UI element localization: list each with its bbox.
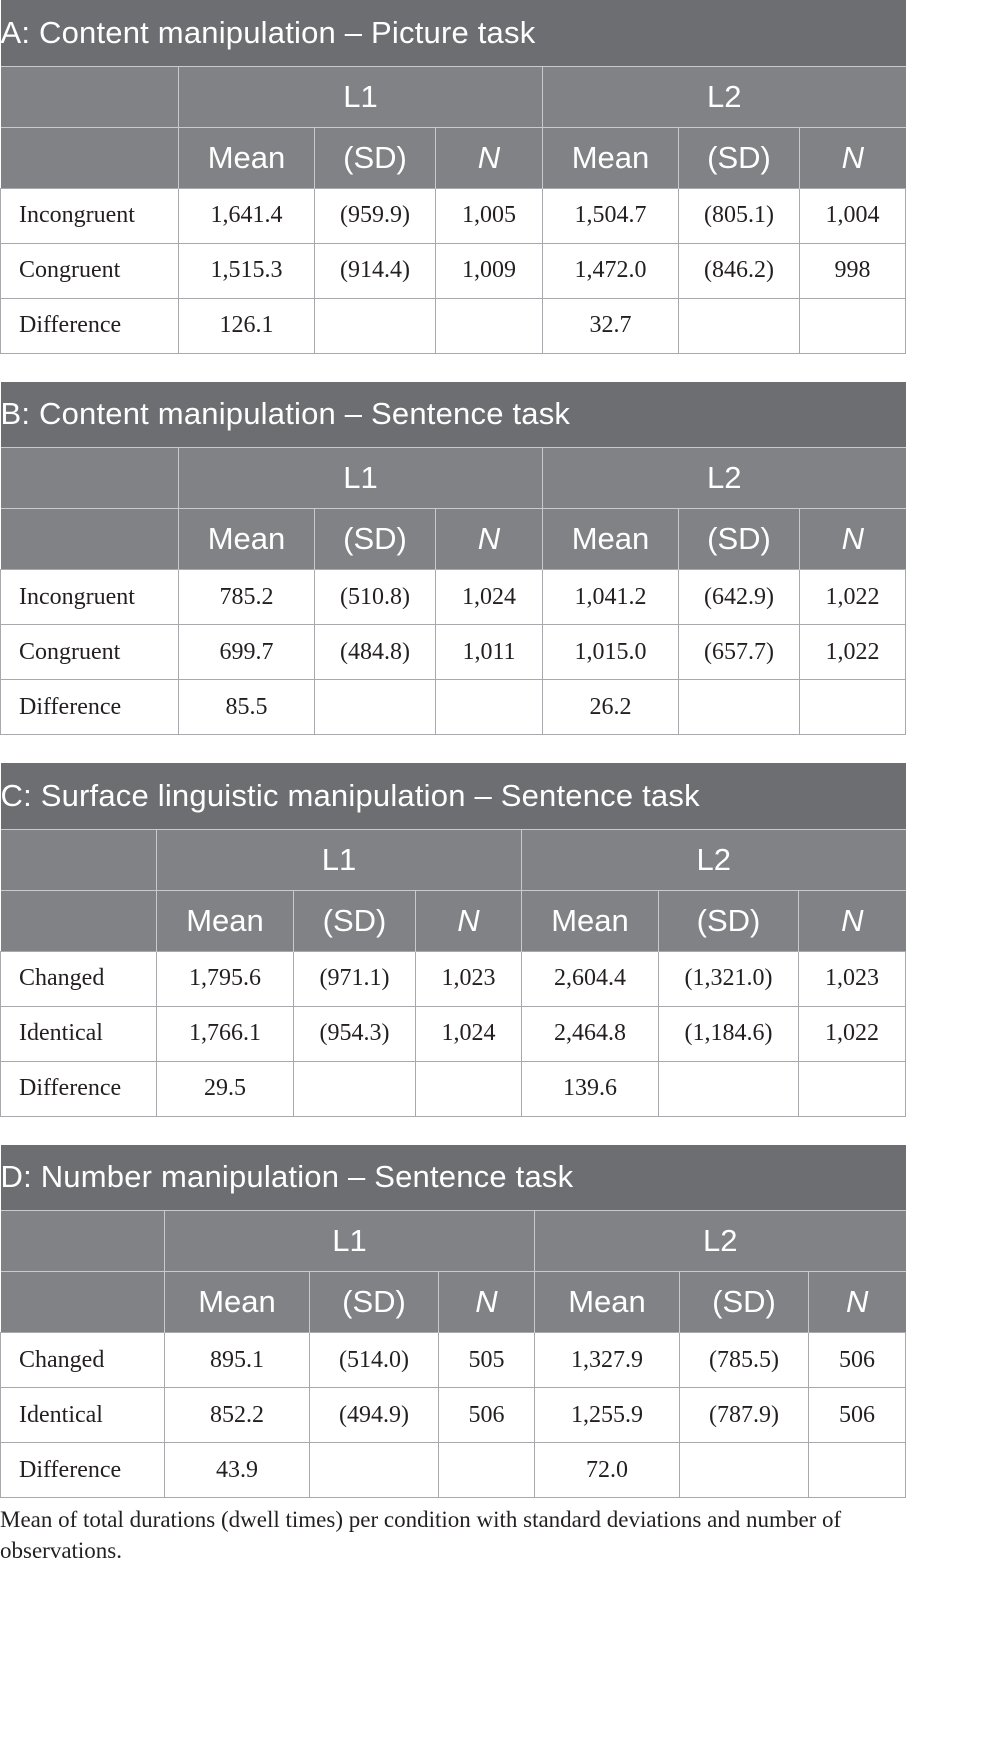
cell-l2-n <box>809 1443 906 1498</box>
cell-l1-mean: 785.2 <box>179 570 315 625</box>
cell-l2-sd <box>680 1443 809 1498</box>
cell-l2-mean: 72.0 <box>535 1443 680 1498</box>
col-header-n: N <box>809 1272 906 1333</box>
row-label: Identical <box>1 1388 165 1443</box>
col-header-sd: (SD) <box>294 890 416 951</box>
table-row <box>1 243 906 298</box>
table-row <box>1 188 906 243</box>
group-header-l2: L2 <box>522 829 906 890</box>
cell-l2-mean: 1,255.9 <box>535 1388 680 1443</box>
row-label: Difference <box>1 298 179 353</box>
cell-l2-sd <box>659 1061 799 1116</box>
cell-l1-sd: (494.9) <box>310 1388 439 1443</box>
cell-l2-sd: (846.2) <box>679 243 800 298</box>
cell-l1-mean: 699.7 <box>179 625 315 680</box>
corner-cell <box>1 890 157 951</box>
cell-l2-mean: 2,464.8 <box>522 1006 659 1061</box>
cell-l1-sd <box>315 680 436 735</box>
table-row <box>1 625 906 680</box>
cell-l1-n <box>436 680 543 735</box>
cell-l1-sd: (959.9) <box>315 188 436 243</box>
cell-l1-mean: 1,641.4 <box>179 188 315 243</box>
col-header-mean: Mean <box>535 1272 680 1333</box>
table-row <box>1 1388 906 1443</box>
group-header-l2: L2 <box>543 448 906 509</box>
group-header-l1: L1 <box>165 1211 535 1272</box>
panel-title: B: Content manipulation – Sentence task <box>1 382 906 448</box>
row-label: Identical <box>1 1006 157 1061</box>
cell-l1-mean: 1,515.3 <box>179 243 315 298</box>
cell-l1-n: 505 <box>439 1333 535 1388</box>
panel-a <box>0 0 905 354</box>
col-header-mean: Mean <box>543 127 679 188</box>
table-row <box>1 1333 906 1388</box>
col-header-n: N <box>800 127 906 188</box>
cell-l2-n: 506 <box>809 1388 906 1443</box>
cell-l1-n: 1,023 <box>416 951 522 1006</box>
cell-l2-n <box>799 1061 906 1116</box>
cell-l2-n: 1,022 <box>800 570 906 625</box>
panel-title: D: Number manipulation – Sentence task <box>1 1145 906 1211</box>
group-header-l1: L1 <box>179 66 543 127</box>
cell-l2-sd: (642.9) <box>679 570 800 625</box>
col-header-sd: (SD) <box>315 509 436 570</box>
cell-l1-n: 1,005 <box>436 188 543 243</box>
cell-l1-mean: 1,795.6 <box>157 951 294 1006</box>
cell-l2-sd: (787.9) <box>680 1388 809 1443</box>
cell-l2-mean: 32.7 <box>543 298 679 353</box>
cell-l2-n: 998 <box>800 243 906 298</box>
cell-l2-n: 1,022 <box>799 1006 906 1061</box>
corner-cell <box>1 509 179 570</box>
col-header-sd: (SD) <box>659 890 799 951</box>
cell-l1-sd: (514.0) <box>310 1333 439 1388</box>
col-header-mean: Mean <box>179 127 315 188</box>
cell-l1-n <box>436 298 543 353</box>
cell-l2-sd: (1,321.0) <box>659 951 799 1006</box>
col-header-n: N <box>416 890 522 951</box>
cell-l1-n: 506 <box>439 1388 535 1443</box>
col-header-sd: (SD) <box>310 1272 439 1333</box>
col-header-sd: (SD) <box>315 127 436 188</box>
cell-l1-n: 1,024 <box>416 1006 522 1061</box>
col-header-mean: Mean <box>179 509 315 570</box>
table-row <box>1 298 906 353</box>
cell-l1-mean: 43.9 <box>165 1443 310 1498</box>
cell-l1-sd <box>294 1061 416 1116</box>
cell-l2-n <box>800 680 906 735</box>
col-header-n: N <box>799 890 906 951</box>
cell-l1-n <box>439 1443 535 1498</box>
row-label: Congruent <box>1 243 179 298</box>
cell-l2-mean: 139.6 <box>522 1061 659 1116</box>
row-label: Incongruent <box>1 188 179 243</box>
cell-l1-n: 1,024 <box>436 570 543 625</box>
col-header-sd: (SD) <box>680 1272 809 1333</box>
cell-l1-sd: (914.4) <box>315 243 436 298</box>
cell-l1-sd: (971.1) <box>294 951 416 1006</box>
cell-l2-n <box>800 298 906 353</box>
cell-l1-mean: 29.5 <box>157 1061 294 1116</box>
row-label: Changed <box>1 951 157 1006</box>
cell-l2-mean: 1,504.7 <box>543 188 679 243</box>
corner-cell <box>1 829 157 890</box>
cell-l2-mean: 26.2 <box>543 680 679 735</box>
cell-l2-sd: (805.1) <box>679 188 800 243</box>
corner-cell <box>1 448 179 509</box>
col-header-n: N <box>800 509 906 570</box>
panel-title: A: Content manipulation – Picture task <box>1 0 906 66</box>
corner-cell <box>1 127 179 188</box>
cell-l2-n: 506 <box>809 1333 906 1388</box>
cell-l2-n: 1,023 <box>799 951 906 1006</box>
cell-l1-mean: 85.5 <box>179 680 315 735</box>
col-header-n: N <box>436 127 543 188</box>
panel-d <box>0 1145 905 1499</box>
col-header-sd: (SD) <box>679 509 800 570</box>
cell-l1-sd: (510.8) <box>315 570 436 625</box>
table-row <box>1 570 906 625</box>
cell-l1-n: 1,009 <box>436 243 543 298</box>
cell-l2-n: 1,004 <box>800 188 906 243</box>
cell-l2-mean: 1,015.0 <box>543 625 679 680</box>
row-label: Incongruent <box>1 570 179 625</box>
group-header-l1: L1 <box>179 448 543 509</box>
cell-l1-sd <box>310 1443 439 1498</box>
row-label: Difference <box>1 680 179 735</box>
row-label: Difference <box>1 1443 165 1498</box>
col-header-sd: (SD) <box>679 127 800 188</box>
cell-l2-sd: (1,184.6) <box>659 1006 799 1061</box>
panel-c <box>0 763 905 1117</box>
cell-l1-mean: 1,766.1 <box>157 1006 294 1061</box>
cell-l2-mean: 1,327.9 <box>535 1333 680 1388</box>
panel-b <box>0 382 905 736</box>
cell-l1-sd: (484.8) <box>315 625 436 680</box>
cell-l2-sd: (785.5) <box>680 1333 809 1388</box>
table-row <box>1 1061 906 1116</box>
corner-cell <box>1 66 179 127</box>
cell-l1-sd <box>315 298 436 353</box>
cell-l1-n <box>416 1061 522 1116</box>
cell-l2-mean: 2,604.4 <box>522 951 659 1006</box>
row-label: Changed <box>1 1333 165 1388</box>
col-header-n: N <box>436 509 543 570</box>
group-header-l1: L1 <box>157 829 522 890</box>
cell-l1-sd: (954.3) <box>294 1006 416 1061</box>
cell-l2-mean: 1,472.0 <box>543 243 679 298</box>
group-header-l2: L2 <box>535 1211 906 1272</box>
col-header-n: N <box>439 1272 535 1333</box>
col-header-mean: Mean <box>157 890 294 951</box>
table-row <box>1 1006 906 1061</box>
cell-l2-n: 1,022 <box>800 625 906 680</box>
corner-cell <box>1 1211 165 1272</box>
cell-l1-mean: 852.2 <box>165 1388 310 1443</box>
group-header-l2: L2 <box>543 66 906 127</box>
col-header-mean: Mean <box>522 890 659 951</box>
table-footnote: Mean of total durations (dwell times) per condition with standard deviations and number of observations. <box>0 1507 842 1563</box>
cell-l1-mean: 126.1 <box>179 298 315 353</box>
col-header-mean: Mean <box>543 509 679 570</box>
panel-title: C: Surface linguistic manipulation – Sentence task <box>1 763 906 829</box>
col-header-mean: Mean <box>165 1272 310 1333</box>
cell-l2-mean: 1,041.2 <box>543 570 679 625</box>
table-row <box>1 680 906 735</box>
row-label: Congruent <box>1 625 179 680</box>
cell-l2-sd: (657.7) <box>679 625 800 680</box>
cell-l1-n: 1,011 <box>436 625 543 680</box>
cell-l2-sd <box>679 298 800 353</box>
table-row <box>1 1443 906 1498</box>
table-row <box>1 951 906 1006</box>
cell-l2-sd <box>679 680 800 735</box>
row-label: Difference <box>1 1061 157 1116</box>
cell-l1-mean: 895.1 <box>165 1333 310 1388</box>
corner-cell <box>1 1272 165 1333</box>
